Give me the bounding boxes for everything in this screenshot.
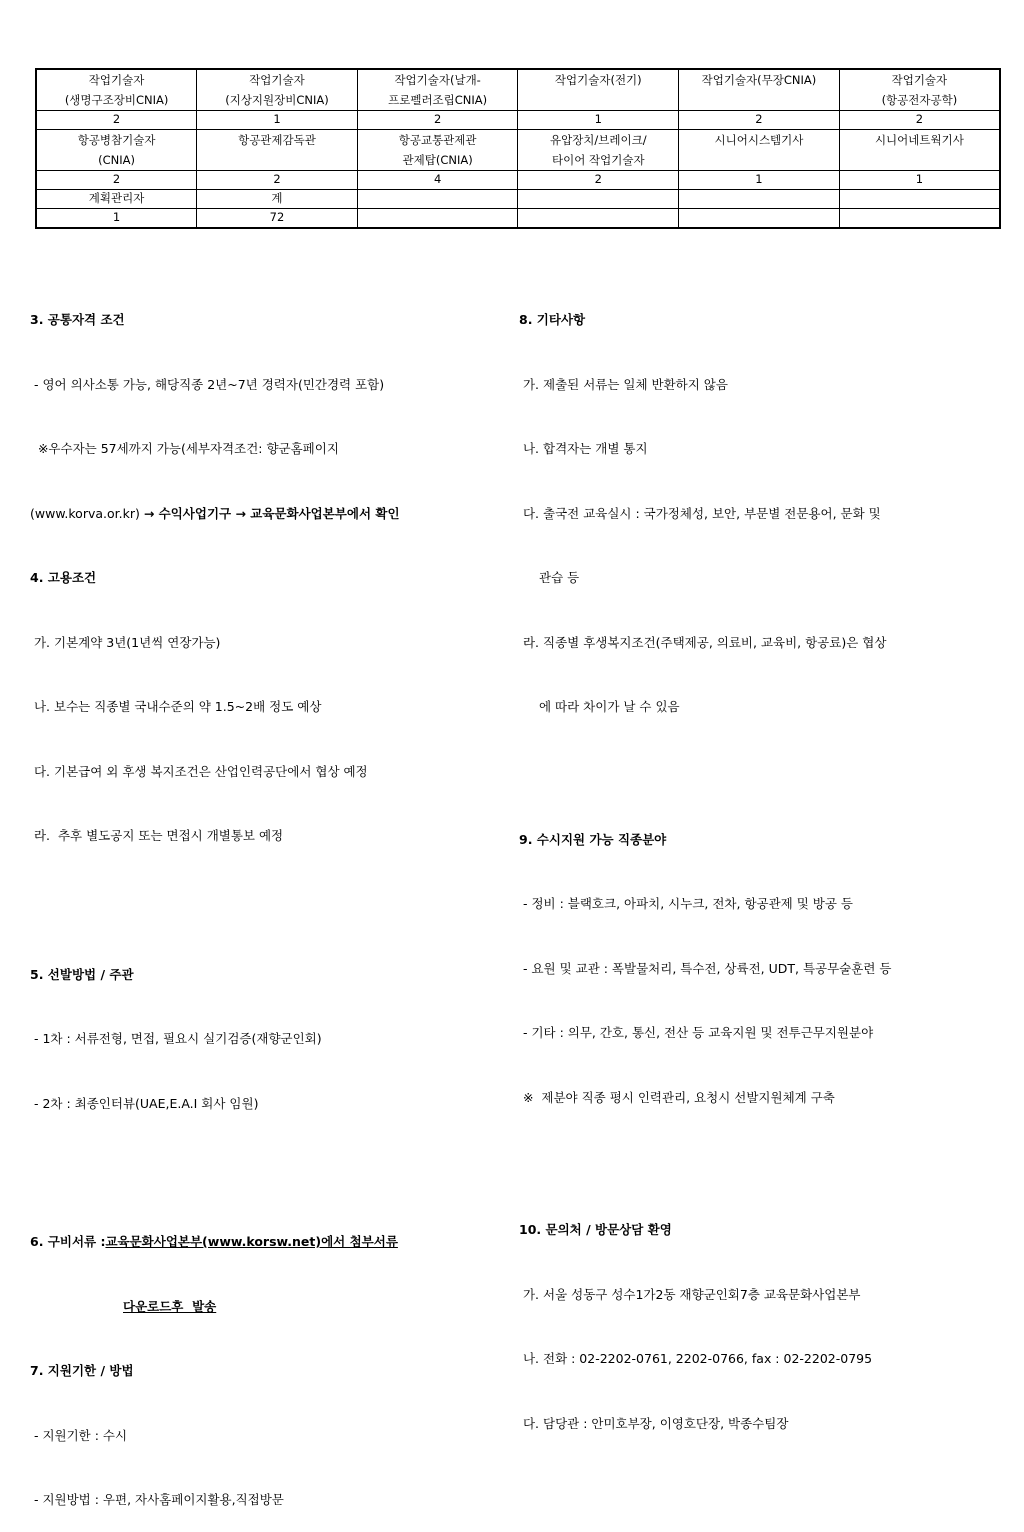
table-cell bbox=[679, 190, 840, 209]
table-cell: 2 bbox=[36, 171, 197, 190]
section-3-line: - 영어 의사소통 가능, 해당직종 2년~7년 경력자(민간경력 포함) bbox=[30, 376, 385, 392]
table-cell: 2 bbox=[839, 111, 1000, 130]
section-10-line: 다. 담당관 : 안미호부장, 이영호단장, 박종수팀장 bbox=[519, 1415, 789, 1431]
table-row bbox=[36, 130, 1000, 171]
section-8-line: 라. 직종별 후생복지조건(주택제공, 의료비, 교육비, 항공료)은 협상 bbox=[519, 634, 887, 650]
table-row bbox=[36, 209, 1000, 229]
section-10-line: 나. 전화 : 02-2202-0761, 2202-0766, fax : 02-2202-0795 bbox=[519, 1351, 873, 1366]
section-6-line bbox=[30, 1296, 500, 1318]
table-cell: 항공관제감독관 bbox=[197, 130, 358, 171]
section-8-line: 다. 출국전 교육실시 : 국가정체성, 보안, 부문별 전문용어, 문화 및 bbox=[519, 505, 881, 521]
table-cell: 4 bbox=[357, 171, 518, 190]
table-cell: 2 bbox=[357, 111, 518, 130]
table-cell: 시니어시스템기사 bbox=[679, 130, 840, 171]
section-9-line: ※ 제분야 직종 평시 인력관리, 요청시 선발지원체계 구축 bbox=[519, 1089, 835, 1105]
section-8-line: 에 따라 차이가 날 수 있음 bbox=[539, 699, 680, 714]
section-8-title: 8. 기타사항 bbox=[519, 312, 586, 327]
table-cell: 1 bbox=[518, 111, 679, 130]
left-column bbox=[30, 266, 500, 1532]
korva-url: (www.korva.or.kr) bbox=[30, 505, 144, 521]
table-cell: 1 bbox=[679, 171, 840, 190]
table-cell: 2 bbox=[36, 111, 197, 130]
table-cell: 작업기술자 (생명구조장비CNIA) bbox=[36, 69, 197, 111]
table-cell: 2 bbox=[679, 111, 840, 130]
table-cell: 작업기술자(무장CNIA) bbox=[679, 69, 840, 111]
table-cell bbox=[357, 190, 518, 209]
table-cell: 계 bbox=[197, 190, 358, 209]
right-column bbox=[519, 266, 1009, 1456]
documents-note: 교육문화사업본부(www.korsw.net)에서 첨부서류 bbox=[105, 1234, 398, 1249]
section-7-line: - 지원기한 : 수시 bbox=[30, 1427, 128, 1443]
table-cell bbox=[357, 209, 518, 229]
table-cell: 작업기술자(전기) bbox=[518, 69, 679, 111]
check-path: → 수익사업기구 → 교육문화사업본부에서 확인 bbox=[143, 505, 400, 521]
table-cell: 1 bbox=[839, 171, 1000, 190]
table-row bbox=[36, 69, 1000, 111]
table-cell bbox=[518, 190, 679, 209]
table-cell bbox=[518, 209, 679, 229]
table-row bbox=[36, 171, 1000, 190]
table-cell: 1 bbox=[197, 111, 358, 130]
section-5-line: - 1차 : 서류전형, 면접, 필요시 실기검증(재향군인회) bbox=[30, 1031, 322, 1046]
table-cell: 계획관리자 bbox=[36, 190, 197, 209]
section-3-line: ※우수자는 57세까지 가능(세부자격조건: 향군홈페이지 bbox=[30, 441, 339, 456]
section-3-line bbox=[30, 503, 500, 525]
table-cell: 작업기술자(날개- 프로펠러조립CNIA) bbox=[357, 69, 518, 111]
section-8-line: 가. 제출된 서류는 일체 반환하지 않음 bbox=[519, 376, 728, 392]
table-cell bbox=[839, 190, 1000, 209]
table-cell: 72 bbox=[197, 209, 358, 229]
section-7-title: 7. 지원기한 / 방법 bbox=[30, 1363, 134, 1378]
section-4-line: 다. 기본급여 외 후생 복지조건은 산업인력공단에서 협상 예정 bbox=[30, 763, 368, 779]
section-9-line: - 기타 : 의무, 간호, 통신, 전산 등 교육지원 및 전투근무지원분야 bbox=[519, 1025, 874, 1040]
table-cell: 1 bbox=[36, 209, 197, 229]
section-4-line: 나. 보수는 직종별 국내수준의 약 1.5~2배 정도 예상 bbox=[30, 699, 322, 714]
table-cell: 시니어네트웍기사 bbox=[839, 130, 1000, 171]
section-6-line bbox=[30, 1231, 500, 1253]
positions-table bbox=[35, 68, 1001, 229]
section-6-title: 6. 구비서류 : bbox=[30, 1234, 106, 1249]
table-row bbox=[36, 190, 1000, 209]
table-cell: 유압장치/브레이크/ 타이어 작업기술자 bbox=[518, 130, 679, 171]
section-8-line: 나. 합격자는 개별 통지 bbox=[519, 441, 648, 456]
table-cell: 2 bbox=[197, 171, 358, 190]
section-4-line: 가. 기본계약 3년(1년씩 연장가능) bbox=[30, 634, 221, 650]
table-cell: 2 bbox=[518, 171, 679, 190]
section-7-line: - 지원방법 : 우편, 자사홈페이지활용,직접방문 bbox=[30, 1492, 284, 1507]
table-cell: 작업기술자 (항공전자공학) bbox=[839, 69, 1000, 111]
section-3-title: 3. 공통자격 조건 bbox=[30, 312, 125, 327]
section-5-title: 5. 선발방법 / 주관 bbox=[30, 966, 134, 982]
section-4-line: 라. 추후 별도공지 또는 면접시 개별통보 예정 bbox=[30, 828, 284, 843]
table-cell: 작업기술자 (지상지원장비CNIA) bbox=[197, 69, 358, 111]
section-5-line: - 2차 : 최종인터뷰(UAE,E.A.I 회사 임원) bbox=[30, 1095, 259, 1111]
section-9-line: - 요원 및 교관 : 폭발물처리, 특수전, 상륙전, UDT, 특공무술훈련 등 bbox=[519, 960, 892, 976]
table-cell: 항공교통관제관 관제탑(CNIA) bbox=[357, 130, 518, 171]
table-cell bbox=[839, 209, 1000, 229]
section-10-line: 가. 서울 성동구 성수1가2동 재향군인회7층 교육문화사업본부 bbox=[519, 1286, 861, 1302]
section-9-line: - 정비 : 블랙호크, 아파치, 시누크, 전차, 항공관제 및 방공 등 bbox=[519, 896, 853, 911]
section-10-title: 10. 문의처 / 방문상담 환영 bbox=[519, 1222, 672, 1237]
table-cell bbox=[679, 209, 840, 229]
table-row bbox=[36, 111, 1000, 130]
table-cell: 항공병참기술자 (CNIA) bbox=[36, 130, 197, 171]
documents-note-cont: 다운로드후 발송 bbox=[123, 1298, 217, 1314]
section-9-title: 9. 수시지원 가능 직종분야 bbox=[519, 831, 667, 847]
section-4-title: 4. 고용조건 bbox=[30, 570, 97, 585]
section-8-line: 관습 등 bbox=[539, 570, 580, 585]
